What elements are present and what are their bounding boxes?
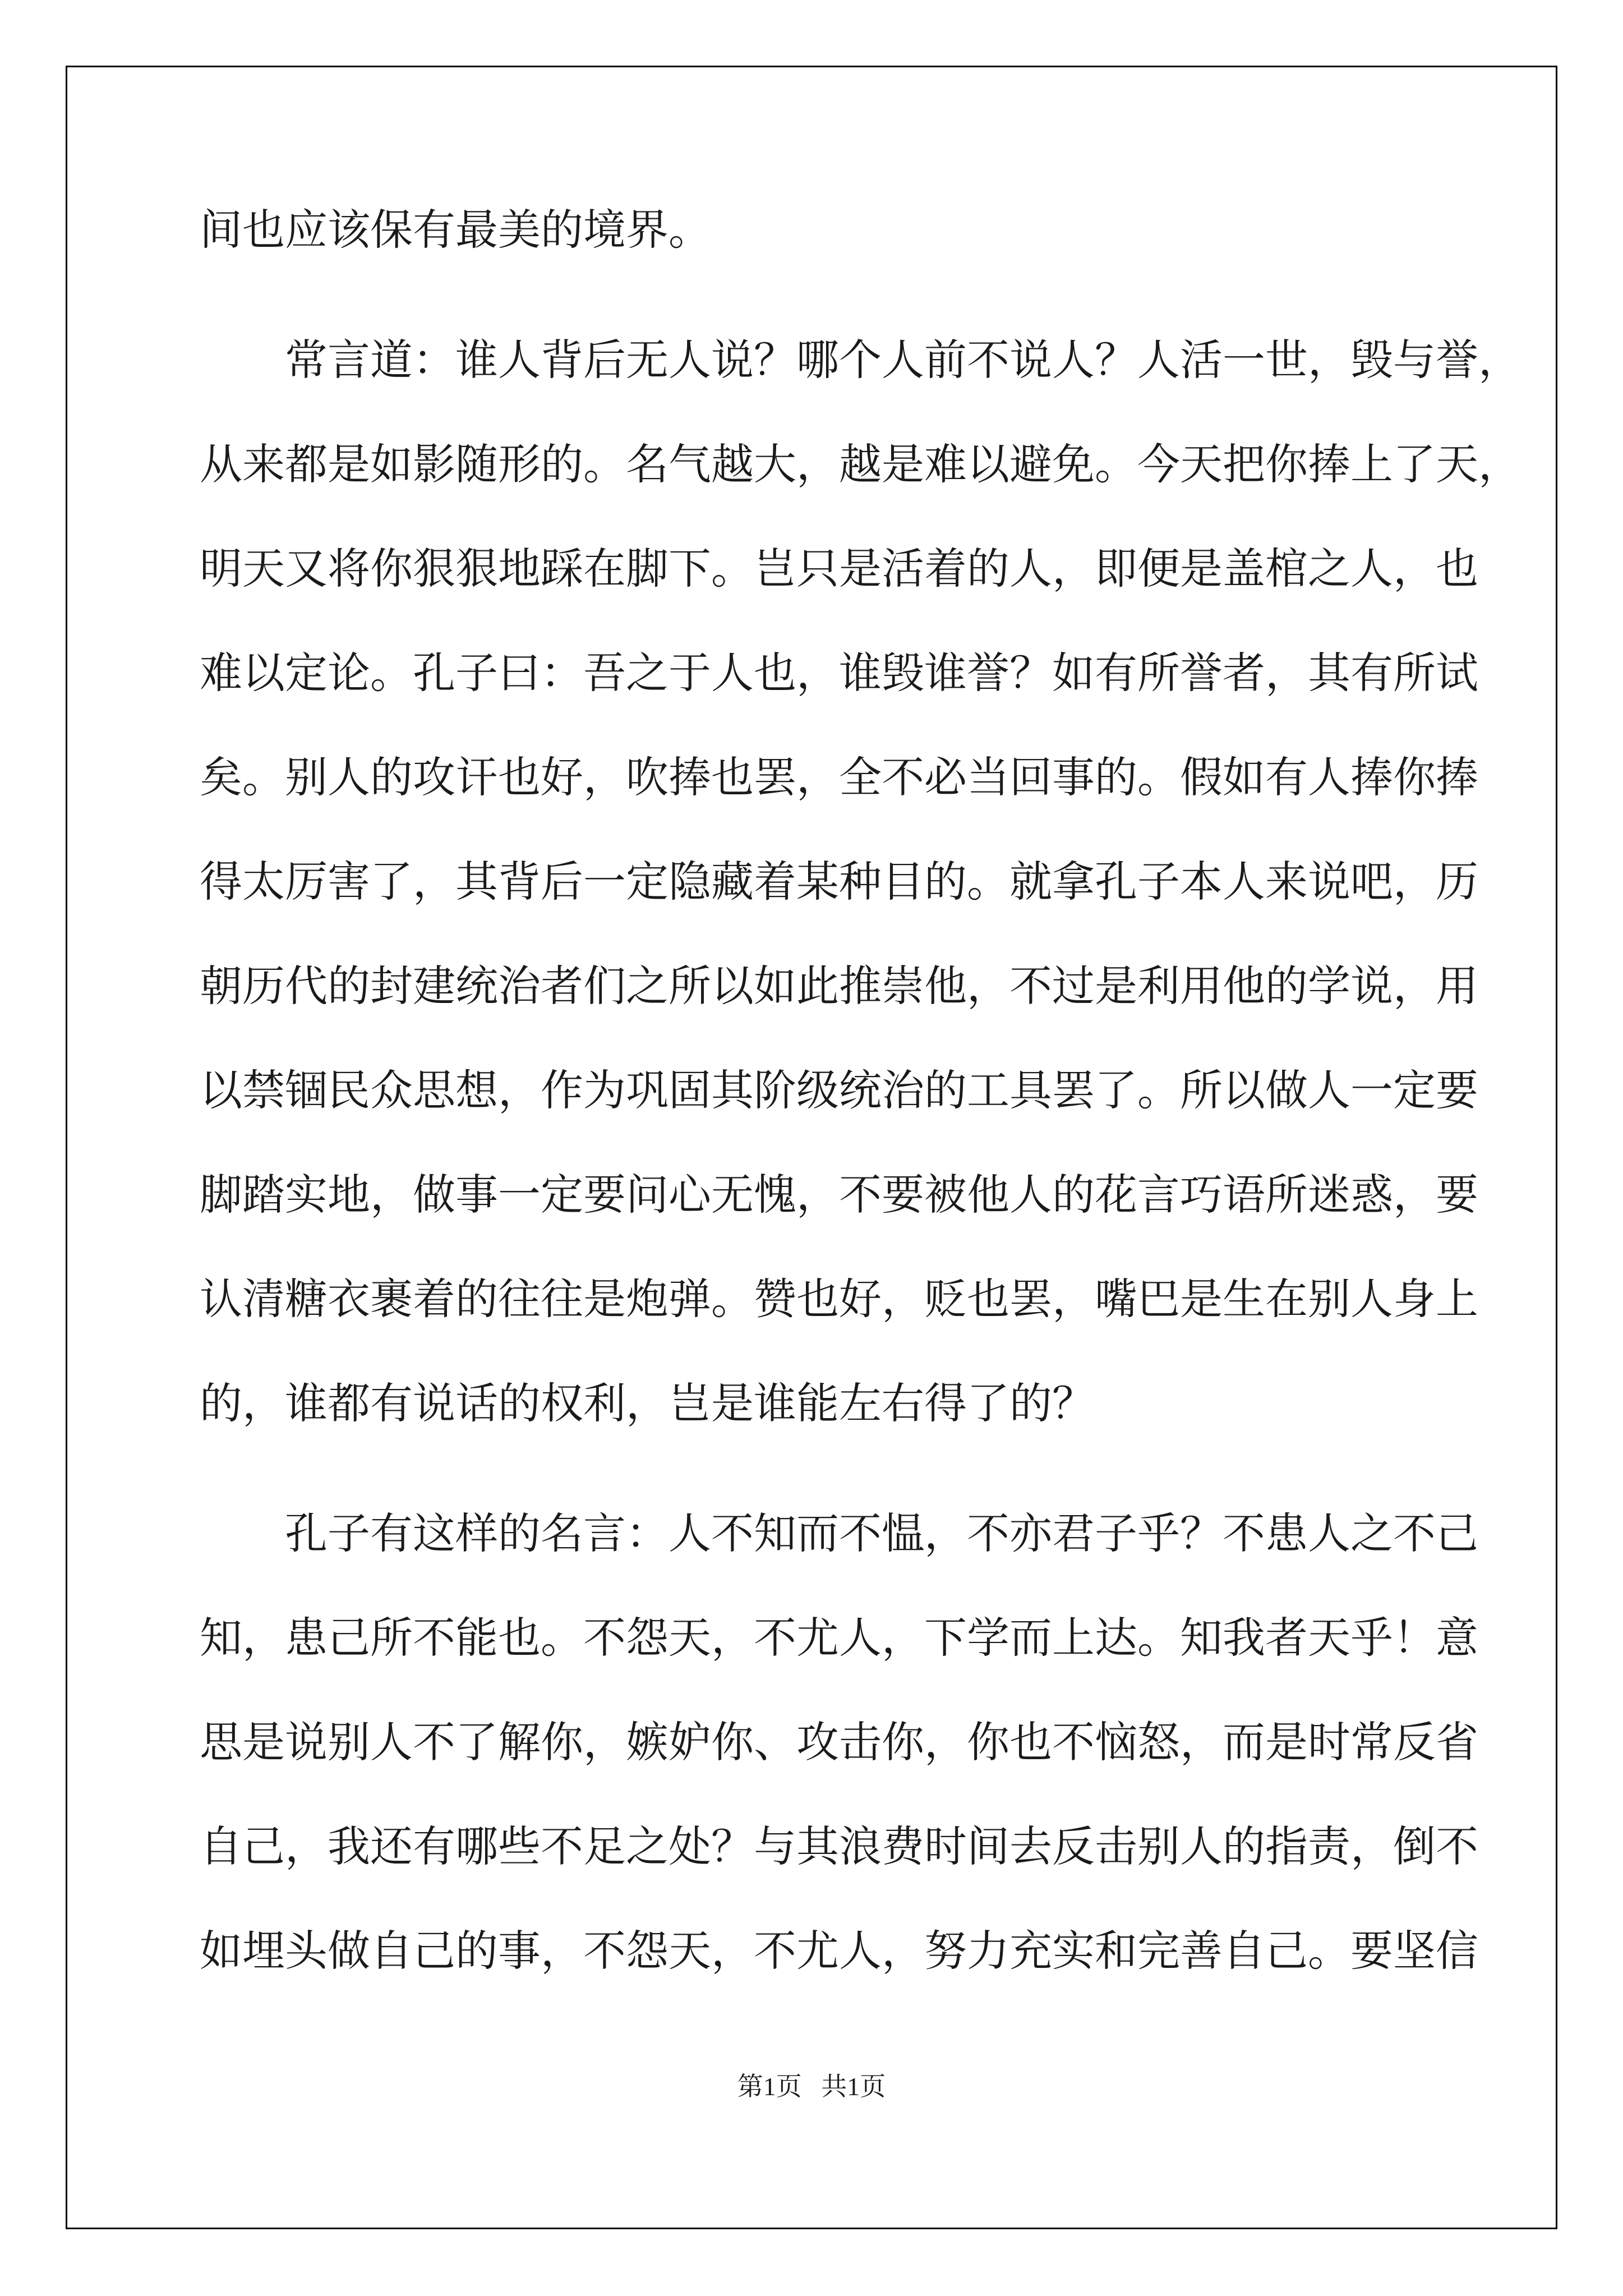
paragraph-line: 从来都是如影随形的。名气越大，越是难以避免。今天把你捧上了天， — [200, 439, 1521, 489]
page-number-footer: 第1页 共1页 — [737, 2072, 886, 2101]
paragraph-line: 间也应该保有最美的境界。 — [200, 205, 711, 255]
paragraph-line: 朝历代的封建统治者们之所以如此推崇他，不过是利用他的学说，用 — [200, 961, 1478, 1011]
paragraph-line: 自己，我还有哪些不足之处？与其浪费时间去反击别人的指责，倒不 — [200, 1821, 1478, 1871]
paragraph-line: 明天又将你狠狠地踩在脚下。岂只是活着的人，即便是盖棺之人，也 — [200, 544, 1478, 593]
paragraph-line: 知，患己所不能也。不怨天，不尤人，下学而上达。知我者天乎！意 — [200, 1613, 1478, 1663]
paragraph-line: 脚踏实地，做事一定要问心无愧，不要被他人的花言巧语所迷惑，要 — [200, 1170, 1478, 1220]
paragraph-line: 思是说别人不了解你，嫉妒你、攻击你，你也不恼怒，而是时常反省 — [200, 1717, 1478, 1767]
paragraph-line: 如埋头做自己的事，不怨天，不尤人，努力充实和完善自己。要坚信 — [200, 1926, 1478, 1976]
paragraph-line: 以禁锢民众思想，作为巩固其阶级统治的工具罢了。所以做人一定要 — [200, 1065, 1478, 1115]
paragraph-line: 得太厉害了，其背后一定隐藏着某种目的。就拿孔子本人来说吧，历 — [200, 857, 1478, 907]
paragraph-line: 常言道：谁人背后无人说？哪个人前不说人？人活一世，毁与誉， — [285, 335, 1521, 385]
paragraph-line: 孔子有这样的名言：人不知而不愠，不亦君子乎？不患人之不己 — [285, 1508, 1478, 1558]
paragraph-line: 的，谁都有说话的权利，岂是谁能左右得了的？ — [200, 1378, 1095, 1428]
paragraph-line: 矣。别人的攻讦也好，吹捧也罢，全不必当回事的。假如有人捧你捧 — [200, 752, 1478, 802]
page-border — [66, 66, 1557, 2229]
paragraph-line: 难以定论。孔子曰：吾之于人也，谁毁谁誉？如有所誉者，其有所试 — [200, 648, 1478, 698]
paragraph-line: 认清糖衣裹着的往往是炮弹。赞也好，贬也罢，嘴巴是生在别人身上 — [200, 1274, 1478, 1324]
